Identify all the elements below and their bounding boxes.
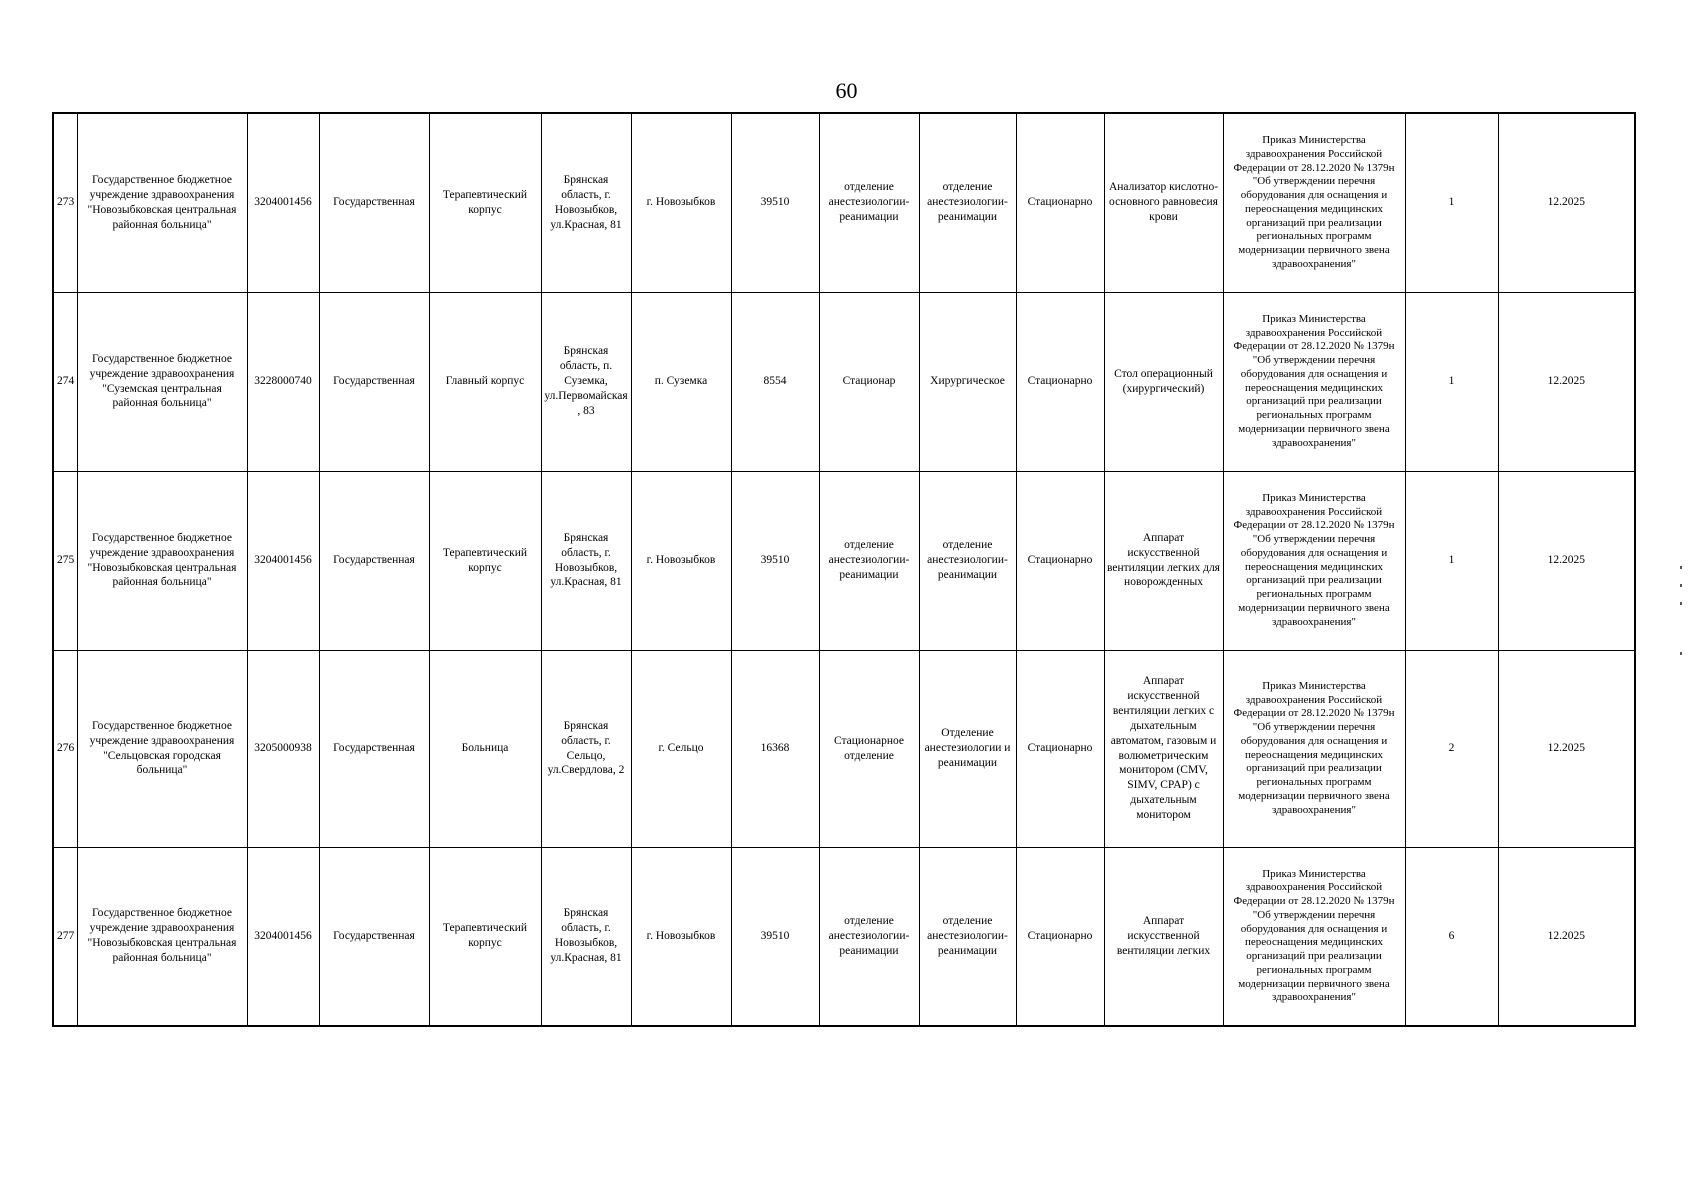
department: отделение анестезиологии-реанимации [919, 847, 1016, 1026]
delivery-date: 12.2025 [1498, 471, 1635, 650]
table-row-274 [53, 292, 1635, 471]
locality: п. Суземка [631, 292, 731, 471]
locality: г. Новозыбков [631, 113, 731, 292]
department: отделение анестезиологии-реанимации [919, 471, 1016, 650]
care-conditions: Стационарно [1016, 650, 1104, 847]
table-row-276 [53, 650, 1635, 847]
structural-unit: отделение анестезиологии-реанимации [819, 113, 919, 292]
population: 39510 [731, 471, 819, 650]
scan-speck [1680, 566, 1682, 569]
department: Хирургическое [919, 292, 1016, 471]
building-name: Главный корпус [429, 292, 541, 471]
department: отделение анестезиологии-реанимации [919, 113, 1016, 292]
equipment-name: Аппарат искусственной вентиляции легких с дыхательным автоматом, газовым и волюметрическим монитором (CMV, SIMV, CPAP) с дыхательным монитором [1104, 650, 1223, 847]
delivery-date: 12.2025 [1498, 650, 1635, 847]
inn-code: 3204001456 [247, 471, 319, 650]
population: 39510 [731, 847, 819, 1026]
ownership-form: Государственная [319, 113, 429, 292]
address: Брянская область, г. Сельцо, ул.Свердлова, 2 [541, 650, 631, 847]
ownership-form: Государственная [319, 471, 429, 650]
ownership-form: Государственная [319, 650, 429, 847]
table-row-275 [53, 471, 1635, 650]
locality: г. Сельцо [631, 650, 731, 847]
organization-name: Государственное бюджетное учреждение здравоохранения "Суземская центральная районная больница" [77, 292, 247, 471]
equipment-name: Аппарат искусственной вентиляции легких [1104, 847, 1223, 1026]
regulatory-order: Приказ Министерства здравоохранения Российской Федерации от 28.12.2020 № 1379н "Об утверждении перечня оборудования для оснащения и переоснащения медицинских организаций при реализации региональных программ модернизации первичного звена здравоохранения" [1223, 113, 1405, 292]
table-row-273 [53, 113, 1635, 292]
delivery-date: 12.2025 [1498, 292, 1635, 471]
table-row-277 [53, 847, 1635, 1026]
structural-unit: Стационар [819, 292, 919, 471]
quantity: 1 [1405, 471, 1498, 650]
structural-unit: отделение анестезиологии-реанимации [819, 847, 919, 1026]
scan-speck [1680, 584, 1682, 587]
locality: г. Новозыбков [631, 847, 731, 1026]
organization-name: Государственное бюджетное учреждение здравоохранения "Новозыбковская центральная районная больница" [77, 471, 247, 650]
address: Брянская область, г. Новозыбков, ул.Красная, 81 [541, 847, 631, 1026]
structural-unit: Стационарное отделение [819, 650, 919, 847]
department: Отделение анестезиологии и реанимации [919, 650, 1016, 847]
population: 8554 [731, 292, 819, 471]
row-number: 277 [53, 847, 77, 1026]
ownership-form: Государственная [319, 292, 429, 471]
building-name: Терапевтический корпус [429, 847, 541, 1026]
equipment-name: Анализатор кислотно-основного равновесия крови [1104, 113, 1223, 292]
inn-code: 3205000938 [247, 650, 319, 847]
regulatory-order: Приказ Министерства здравоохранения Российской Федерации от 28.12.2020 № 1379н "Об утверждении перечня оборудования для оснащения и переоснащения медицинских организаций при реализации региональных программ модернизации первичного звена здравоохранения" [1223, 471, 1405, 650]
quantity: 2 [1405, 650, 1498, 847]
inn-code: 3228000740 [247, 292, 319, 471]
structural-unit: отделение анестезиологии-реанимации [819, 471, 919, 650]
locality: г. Новозыбков [631, 471, 731, 650]
delivery-date: 12.2025 [1498, 113, 1635, 292]
population: 39510 [731, 113, 819, 292]
care-conditions: Стационарно [1016, 113, 1104, 292]
address: Брянская область, г. Новозыбков, ул.Красная, 81 [541, 471, 631, 650]
care-conditions: Стационарно [1016, 847, 1104, 1026]
building-name: Терапевтический корпус [429, 471, 541, 650]
equipment-name: Стол операционный (хирургический) [1104, 292, 1223, 471]
inn-code: 3204001456 [247, 113, 319, 292]
organization-name: Государственное бюджетное учреждение здравоохранения "Сельцовская городская больница" [77, 650, 247, 847]
ownership-form: Государственная [319, 847, 429, 1026]
address: Брянская область, п. Суземка, ул.Первомайская, 83 [541, 292, 631, 471]
regulatory-order: Приказ Министерства здравоохранения Российской Федерации от 28.12.2020 № 1379н "Об утверждении перечня оборудования для оснащения и переоснащения медицинских организаций при реализации региональных программ модернизации первичного звена здравоохранения" [1223, 847, 1405, 1026]
equipment-table [52, 112, 1636, 1027]
quantity: 1 [1405, 113, 1498, 292]
quantity: 6 [1405, 847, 1498, 1026]
row-number: 275 [53, 471, 77, 650]
care-conditions: Стационарно [1016, 471, 1104, 650]
inn-code: 3204001456 [247, 847, 319, 1026]
row-number: 274 [53, 292, 77, 471]
address: Брянская область, г. Новозыбков, ул.Красная, 81 [541, 113, 631, 292]
organization-name: Государственное бюджетное учреждение здравоохранения "Новозыбковская центральная районная больница" [77, 113, 247, 292]
page-number: 60 [835, 78, 858, 103]
organization-name: Государственное бюджетное учреждение здравоохранения "Новозыбковская центральная районная больница" [77, 847, 247, 1026]
scan-speck [1680, 652, 1682, 655]
row-number: 276 [53, 650, 77, 847]
population: 16368 [731, 650, 819, 847]
quantity: 1 [1405, 292, 1498, 471]
regulatory-order: Приказ Министерства здравоохранения Российской Федерации от 28.12.2020 № 1379н "Об утверждении перечня оборудования для оснащения и переоснащения медицинских организаций при реализации региональных программ модернизации первичного звена здравоохранения" [1223, 650, 1405, 847]
building-name: Терапевтический корпус [429, 113, 541, 292]
equipment-name: Аппарат искусственной вентиляции легких для новорожденных [1104, 471, 1223, 650]
building-name: Больница [429, 650, 541, 847]
regulatory-order: Приказ Министерства здравоохранения Российской Федерации от 28.12.2020 № 1379н "Об утверждении перечня оборудования для оснащения и переоснащения медицинских организаций при реализации региональных программ модернизации первичного звена здравоохранения" [1223, 292, 1405, 471]
scan-speck [1680, 602, 1682, 605]
delivery-date: 12.2025 [1498, 847, 1635, 1026]
row-number: 273 [53, 113, 77, 292]
care-conditions: Стационарно [1016, 292, 1104, 471]
